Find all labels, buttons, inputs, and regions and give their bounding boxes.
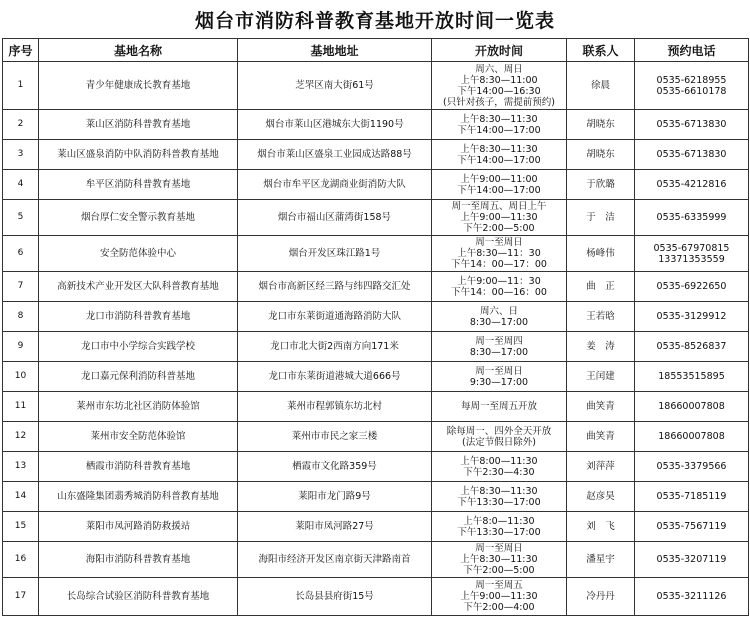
cell-hours-line: 上午9:00—11:00	[460, 173, 538, 185]
cell-phone	[635, 482, 749, 512]
cell-hours	[432, 302, 567, 332]
cell-name: 栖霞市消防科普教育基地	[39, 452, 238, 482]
cell-seq: 2	[3, 110, 39, 140]
table-row	[3, 362, 749, 392]
header-contact: 联系人	[567, 39, 635, 62]
cell-hours	[432, 392, 567, 422]
cell-address: 莱阳市凤河路27号	[238, 512, 432, 542]
cell-address: 烟台市牟平区龙湖商业街消防大队	[238, 170, 432, 200]
cell-hours-line: 下午14:00—16:30	[457, 85, 541, 97]
cell-contact: 胡晓东	[567, 140, 635, 170]
cell-hours	[432, 62, 567, 110]
cell-contact: 姜 涛	[567, 332, 635, 362]
cell-name: 长岛综合试验区消防科普教育基地	[39, 578, 238, 616]
table-row	[3, 200, 749, 236]
cell-name: 莱阳市凤河路消防救援站	[39, 512, 238, 542]
cell-seq: 9	[3, 332, 39, 362]
header-name: 基地名称	[39, 39, 238, 62]
cell-phone-line: 0535-3129912	[656, 311, 727, 322]
cell-hours-line: 上午8:00—11:30	[460, 455, 538, 467]
cell-contact: 曲笑青	[567, 392, 635, 422]
cell-phone-line: 18660007808	[658, 431, 725, 442]
cell-hours-line: 下午2:00—5:00	[463, 223, 535, 234]
cell-seq: 8	[3, 302, 39, 332]
cell-phone-line: 0535-6335999	[656, 212, 727, 223]
header-seq: 序号	[3, 39, 39, 62]
cell-hours-line: 下午13:30—17:00	[457, 496, 541, 508]
cell-seq: 4	[3, 170, 39, 200]
table-row	[3, 110, 749, 140]
cell-hours	[432, 332, 567, 362]
cell-hours-line: 上午8:30—11:30	[460, 143, 538, 155]
cell-seq: 5	[3, 200, 39, 236]
cell-hours-line: 除每周一、四外全天开放	[446, 425, 552, 437]
table-row	[3, 452, 749, 482]
cell-address: 莱阳市龙门路9号	[238, 482, 432, 512]
cell-hours-line: 周一至周五	[475, 580, 523, 591]
cell-name: 莱州市东坊北社区消防体验馆	[39, 392, 238, 422]
cell-seq: 3	[3, 140, 39, 170]
table-header-row	[3, 39, 749, 62]
cell-hours	[432, 452, 567, 482]
cell-address: 烟台市福山区蒲湾街158号	[238, 200, 432, 236]
table-row	[3, 140, 749, 170]
cell-hours-line: 周一至周四	[475, 335, 523, 347]
cell-phone	[635, 362, 749, 392]
cell-hours	[432, 236, 567, 272]
cell-phone-line: 0535-7567119	[656, 521, 727, 532]
cell-hours-line: 下午2:00—5:00	[463, 565, 535, 576]
cell-phone-line: 0535-4212816	[656, 179, 727, 190]
cell-contact: 潘星宇	[567, 542, 635, 578]
cell-hours-line: (法定节假日除外)	[462, 436, 536, 448]
cell-name: 山东盛隆集团翡秀城消防科普教育基地	[39, 482, 238, 512]
cell-hours	[432, 362, 567, 392]
table-row	[3, 482, 749, 512]
cell-seq: 6	[3, 236, 39, 272]
cell-hours	[432, 140, 567, 170]
cell-hours	[432, 512, 567, 542]
cell-hours-line: 下午14:00—17:00	[457, 124, 541, 136]
cell-contact: 刘 飞	[567, 512, 635, 542]
table-row	[3, 422, 749, 452]
cell-hours-line: 上午8:30—11:00	[460, 74, 538, 86]
cell-hours-line: 下午14：00—16：00	[451, 286, 547, 298]
cell-phone	[635, 332, 749, 362]
cell-hours-line: 下午2:30—4:30	[463, 466, 535, 478]
cell-hours-line: 每周一至周五开放	[460, 401, 537, 412]
header-hours: 开放时间	[432, 39, 567, 62]
cell-hours-line: 下午13:30—17:00	[457, 526, 541, 538]
cell-address: 芝罘区南大街61号	[238, 62, 432, 110]
cell-phone	[635, 542, 749, 578]
cell-address: 龙口市东莱街道通海路消防大队	[238, 302, 432, 332]
cell-phone	[635, 392, 749, 422]
cell-hours-line: (只针对孩子，需提前预约)	[443, 96, 555, 108]
cell-hours-line: 上午8:0—11:30	[463, 515, 535, 527]
cell-hours-line: 周一至周日	[475, 237, 523, 248]
cell-phone	[635, 170, 749, 200]
cell-name: 海阳市消防科普教育基地	[39, 542, 238, 578]
cell-seq: 13	[3, 452, 39, 482]
cell-address: 烟台市莱山区盛泉工业园成达路88号	[238, 140, 432, 170]
cell-hours-line: 上午9:00—11：30	[457, 275, 541, 287]
cell-phone-line: 0535-3211126	[656, 591, 727, 602]
cell-hours	[432, 110, 567, 140]
cell-contact: 于 洁	[567, 200, 635, 236]
cell-hours-line: 8:30—17:00	[469, 346, 529, 358]
cell-hours-line: 8:30—17:00	[469, 316, 529, 328]
cell-contact: 徐晨	[567, 62, 635, 110]
cell-name: 安全防范体验中心	[39, 236, 238, 272]
table-row	[3, 512, 749, 542]
cell-name: 莱山区盛泉消防中队消防科普教育基地	[39, 140, 238, 170]
cell-seq: 16	[3, 542, 39, 578]
cell-phone-line: 0535-7185119	[656, 491, 727, 502]
cell-name: 莱山区消防科普教育基地	[39, 110, 238, 140]
cell-phone	[635, 272, 749, 302]
cell-contact: 于欣璐	[567, 170, 635, 200]
cell-contact: 杨峰伟	[567, 236, 635, 272]
cell-contact: 曲 正	[567, 272, 635, 302]
cell-phone-line: 0535-3207119	[656, 554, 727, 565]
page-title: 烟台市消防科普教育基地开放时间一览表	[194, 9, 555, 32]
cell-phone	[635, 512, 749, 542]
cell-contact: 冷丹丹	[567, 578, 635, 616]
table-row	[3, 332, 749, 362]
table-row	[3, 578, 749, 616]
cell-phone	[635, 236, 749, 272]
cell-address: 海阳市经济开发区南京街天津路南首	[238, 542, 432, 578]
cell-contact: 曲笑青	[567, 422, 635, 452]
cell-contact: 胡晓东	[567, 110, 635, 140]
cell-phone-line: 0535-8526837	[656, 341, 727, 352]
cell-seq: 14	[3, 482, 39, 512]
cell-address: 栖霞市文化路359号	[238, 452, 432, 482]
table-row	[3, 392, 749, 422]
cell-phone-line: 0535-6922650	[656, 281, 727, 292]
cell-seq: 15	[3, 512, 39, 542]
cell-phone-line: 0535-3379566	[656, 461, 727, 472]
cell-seq: 1	[3, 62, 39, 110]
cell-seq: 17	[3, 578, 39, 616]
cell-hours	[432, 482, 567, 512]
cell-hours-line: 周一至周五、周日上午	[451, 201, 547, 212]
schedule-table	[2, 38, 749, 616]
cell-phone	[635, 62, 749, 110]
table-row	[3, 236, 749, 272]
cell-hours-line: 下午14：00—17：00	[451, 259, 547, 270]
table-row	[3, 272, 749, 302]
cell-name: 龙口市中小学综合实践学校	[39, 332, 238, 362]
cell-contact: 刘萍萍	[567, 452, 635, 482]
cell-name: 青少年健康成长教育基地	[39, 62, 238, 110]
cell-hours-line: 上午8:30—11：30	[457, 248, 541, 259]
cell-phone	[635, 422, 749, 452]
table-row	[3, 62, 749, 110]
cell-address: 烟台开发区珠江路1号	[238, 236, 432, 272]
cell-hours-line: 周一至周日	[475, 543, 523, 554]
cell-seq: 12	[3, 422, 39, 452]
cell-phone	[635, 200, 749, 236]
cell-phone	[635, 110, 749, 140]
cell-phone-line: 18553515895	[658, 371, 725, 382]
cell-address: 龙口市北大街2西南方向171米	[238, 332, 432, 362]
cell-hours	[432, 422, 567, 452]
cell-contact: 王若晗	[567, 302, 635, 332]
cell-hours	[432, 170, 567, 200]
cell-phone-line: 0535-6713830	[656, 149, 727, 160]
cell-address: 莱州市市民之家三楼	[238, 422, 432, 452]
cell-name: 莱州市安全防范体验馆	[39, 422, 238, 452]
cell-hours-line: 上午8:30—11:30	[460, 113, 538, 125]
cell-hours-line: 周六、日	[479, 305, 518, 317]
cell-name: 烟台厚仁安全警示教育基地	[39, 200, 238, 236]
cell-hours-line: 下午2:00—4:00	[463, 602, 535, 613]
table-body	[3, 62, 749, 616]
cell-phone	[635, 302, 749, 332]
cell-hours-line: 下午14:00—17:00	[457, 154, 541, 166]
cell-name: 牟平区消防科普教育基地	[39, 170, 238, 200]
header-address: 基地地址	[238, 39, 432, 62]
header-phone: 预约电话	[635, 39, 749, 62]
cell-phone	[635, 140, 749, 170]
cell-hours-line: 上午8:30—11:30	[460, 554, 538, 565]
cell-contact: 王闰建	[567, 362, 635, 392]
cell-address: 莱州市程郭镇东坊北村	[238, 392, 432, 422]
cell-hours	[432, 200, 567, 236]
cell-seq: 10	[3, 362, 39, 392]
cell-seq: 7	[3, 272, 39, 302]
cell-name: 高新技术产业开发区大队科普教育基地	[39, 272, 238, 302]
cell-hours-line: 下午14:00—17:00	[457, 184, 541, 196]
cell-phone-line: 0535-6218955	[656, 74, 727, 86]
cell-address: 龙口市东莱街道港城大道666号	[238, 362, 432, 392]
cell-hours	[432, 272, 567, 302]
cell-address: 烟台市莱山区港城东大街1190号	[238, 110, 432, 140]
cell-phone	[635, 578, 749, 616]
cell-phone-line: 18660007808	[658, 401, 725, 412]
cell-phone-line: 0535-6713830	[656, 119, 727, 130]
cell-hours-line: 周六、周日	[475, 63, 523, 75]
table-row	[3, 170, 749, 200]
cell-hours-line: 上午8:30—11:30	[460, 485, 538, 497]
cell-hours-line: 周一至周日	[475, 365, 523, 377]
cell-contact: 赵彦昊	[567, 482, 635, 512]
cell-hours-line: 上午9:00—11:30	[460, 591, 538, 602]
cell-phone-line: 0535-67970815	[653, 242, 730, 254]
cell-name: 龙口市消防科普教育基地	[39, 302, 238, 332]
table-row	[3, 302, 749, 332]
cell-phone	[635, 452, 749, 482]
cell-phone-line: 13371353559	[658, 253, 725, 265]
cell-hours-line: 上午9:00—11:30	[460, 212, 538, 223]
table-row	[3, 542, 749, 578]
cell-address: 烟台市高新区经三路与纬四路交汇处	[238, 272, 432, 302]
cell-name: 龙口嘉元保利消防科普基地	[39, 362, 238, 392]
cell-address: 长岛县县府街15号	[238, 578, 432, 616]
cell-hours-line: 9:30—17:00	[469, 376, 529, 388]
cell-phone-line: 0535-6610178	[656, 85, 727, 97]
cell-hours	[432, 542, 567, 578]
cell-seq: 11	[3, 392, 39, 422]
cell-hours	[432, 578, 567, 616]
